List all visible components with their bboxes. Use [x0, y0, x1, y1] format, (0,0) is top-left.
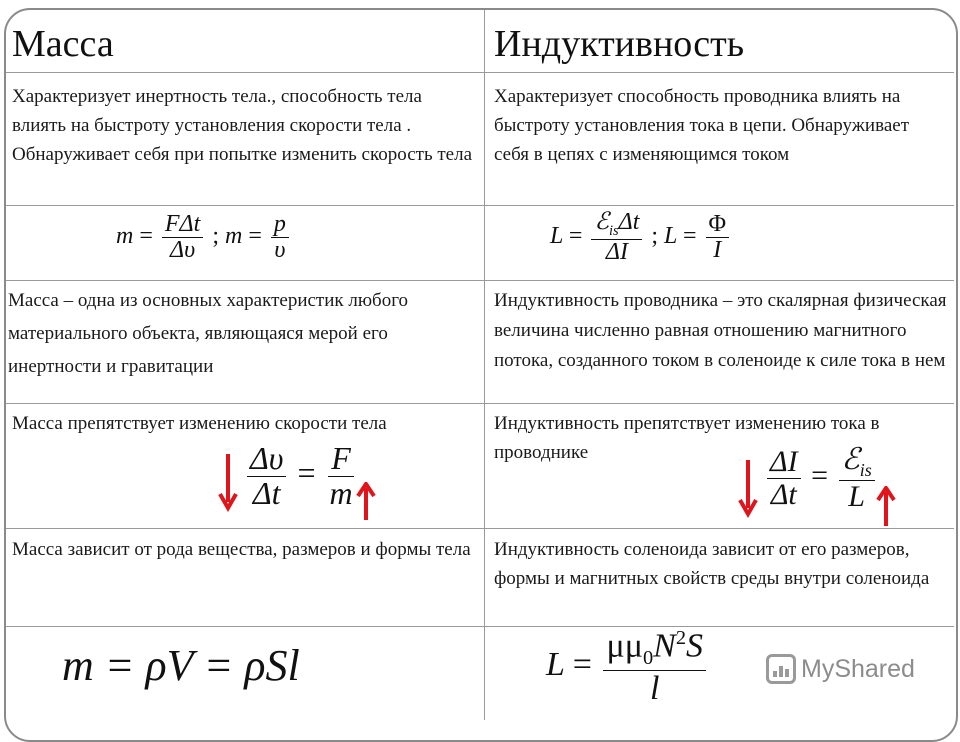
formula-symbol-L: L [550, 223, 563, 250]
formula-symbol-L: L [546, 645, 565, 683]
fraction-numerator: FΔt [162, 212, 203, 238]
inductance-column-header: Индуктивность [494, 23, 745, 65]
formula-equals: = [811, 459, 829, 493]
fraction-denominator: I [713, 237, 722, 264]
decrease-arrow-icon [218, 452, 238, 512]
fraction-numerator [591, 210, 642, 240]
column-divider [484, 10, 485, 720]
fraction-denominator: Δt [770, 477, 797, 511]
fraction-numerator [839, 444, 875, 481]
mass-depends-text: Масса зависит от рода вещества, размеров и формы тела [12, 539, 471, 560]
fraction-numerator: Φ [706, 212, 730, 238]
row-divider [6, 403, 954, 404]
fraction-denominator: ΔI [605, 238, 628, 265]
row-divider [6, 626, 954, 627]
myshared-watermark [766, 654, 915, 684]
emf-symbol: ℰ [841, 443, 860, 476]
myshared-logo-icon [766, 654, 796, 684]
row-divider [6, 205, 954, 206]
formula-fraction [603, 628, 706, 706]
formula-equals: = [682, 223, 697, 250]
mu-symbols: μμ [606, 627, 643, 665]
increase-arrow-icon [356, 482, 376, 522]
formula-symbol-m: m [116, 223, 134, 250]
fraction-numerator: Δυ [247, 442, 286, 477]
row-divider [6, 528, 954, 529]
fraction-denominator: Δt [252, 474, 281, 511]
emf-symbol: ℰ [594, 209, 609, 235]
formula-separator: ; [651, 223, 659, 250]
mass-definition-text: Масса – одна из основных характеристик любого материального объекта, являющаяся мерой его инертности и гравитации [8, 290, 409, 377]
row-divider [6, 72, 954, 73]
mass-column-header: Масса [12, 23, 114, 65]
fraction-denominator: Δυ [170, 237, 196, 264]
turns-symbol: N [653, 627, 676, 665]
mass-formula-definition [116, 212, 292, 263]
formula-equals: = [139, 223, 153, 250]
emf-subscript: is [609, 222, 619, 239]
inductance-current-formula [764, 444, 878, 512]
fraction-numerator: p [271, 212, 289, 238]
inductance-solenoid-formula [546, 628, 709, 706]
turns-exponent: 2 [675, 627, 687, 649]
formula-fraction [247, 442, 286, 510]
inductance-definition-text: Индуктивность проводника – это скалярная физическая величина численно равная отношению магнитного потока, созданного током в соленоиде к силе тока в нем [494, 290, 947, 371]
emf-subscript: is [859, 460, 872, 480]
inductance-formula-definition [550, 210, 732, 265]
inductance-depends-text: Индуктивность соленоида зависит от его размеров, формы и магнитных свойств среды внутри соленоида [494, 539, 930, 589]
fraction-numerator: F [328, 442, 354, 477]
fraction-denominator: υ [274, 237, 286, 264]
formula-fraction [591, 210, 642, 265]
mu-subscript: 0 [642, 647, 654, 670]
fraction-numerator-rest: Δt [618, 209, 640, 235]
fraction-denominator: l [650, 669, 660, 707]
formula-fraction [839, 444, 875, 512]
formula-equals: = [248, 223, 262, 250]
formula-symbol-L: L [664, 223, 677, 250]
formula-equals: = [297, 454, 316, 491]
formula-fraction [271, 212, 289, 263]
mass-acceleration-formula [244, 442, 359, 510]
formula-equals: = [568, 223, 583, 250]
formula-fraction [162, 212, 203, 263]
fraction-denominator: m [329, 474, 353, 511]
inductance-characterize-text: Характеризует способность проводника влиять на быстроту установления тока в цепи. Обнаруживает себя в цепях с изменяющимся током [494, 86, 909, 165]
decrease-arrow-icon [738, 458, 758, 518]
increase-arrow-icon [876, 486, 896, 528]
inductance-opposes-text: Индуктивность препятствует изменению тока в проводнике [494, 413, 880, 463]
formula-fraction [327, 442, 356, 510]
formula-equals: = [572, 645, 592, 683]
fraction-denominator: L [848, 479, 865, 513]
formula-symbol-m: m [224, 223, 243, 250]
row-divider [6, 280, 954, 281]
watermark-text: MyShared [801, 654, 915, 683]
formula-fraction [706, 212, 730, 263]
formula-fraction [767, 446, 801, 510]
formula-separator: ; [212, 223, 219, 250]
mass-characterize-text: Характеризует инертность тела., способность тела влиять на быстроту установления скорости тела . Обнаруживает себя при попытке изменить скорость тела [12, 86, 473, 165]
area-symbol: S [686, 627, 704, 665]
mass-density-formula: m = ρV = ρSl [62, 641, 300, 690]
fraction-numerator [603, 628, 706, 671]
fraction-numerator: ΔI [767, 446, 801, 479]
mass-opposes-text: Масса препятствует изменению скорости тела [12, 413, 387, 434]
